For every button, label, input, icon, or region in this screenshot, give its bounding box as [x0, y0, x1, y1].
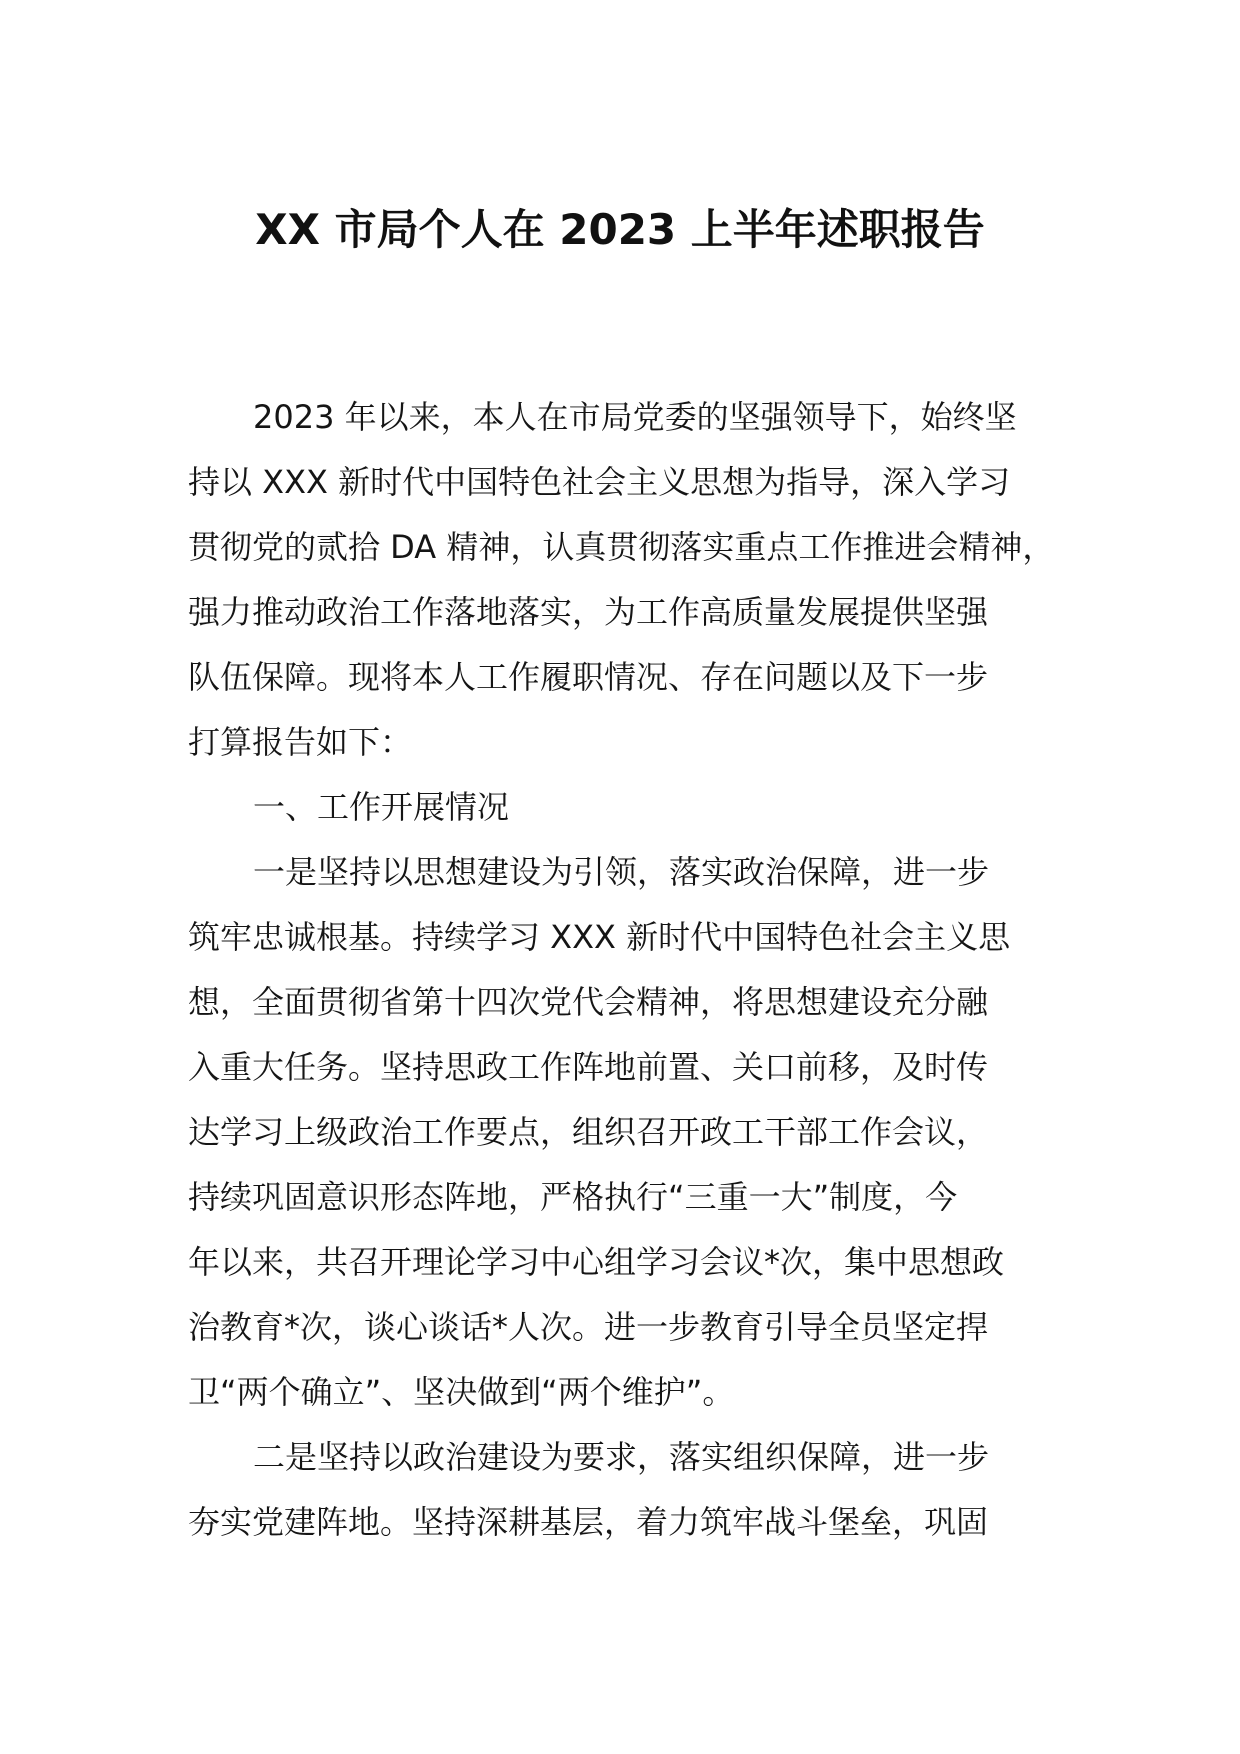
paragraph-line: 二是坚持以政治建设为要求，落实组织保障，进一步 — [253, 1438, 990, 1476]
paragraph-line: 想，全面贯彻省第十四次党代会精神，将思想建设充分融 — [188, 983, 989, 1021]
paragraph-line: 持续巩固意识形态阵地，严格执行“三重一大”制度，今 — [188, 1178, 958, 1216]
document-body — [188, 385, 1093, 1555]
section-heading: 一、工作开展情况 — [253, 788, 510, 826]
paragraph-line: 卫“两个确立”、坚决做到“两个维护”。 — [188, 1373, 735, 1411]
paragraph-line: 持以 XXX 新时代中国特色社会主义思想为指导，深入学习 — [188, 463, 1011, 501]
document-title: XX 市局个人在 2023 上半年述职报告 — [255, 205, 985, 254]
paragraph-line: 入重大任务。坚持思政工作阵地前置、关口前移，及时传 — [188, 1048, 989, 1086]
paragraph-line: 治教育*次，谈心谈话*人次。进一步教育引导全员坚定捍 — [188, 1308, 989, 1346]
paragraph-line: 年以来，共召开理论学习中心组学习会议*次，集中思想政 — [188, 1243, 1005, 1281]
paragraph-line: 夯实党建阵地。坚持深耕基层，着力筑牢战斗堡垒，巩固 — [188, 1503, 989, 1541]
paragraph-line: 筑牢忠诚根基。持续学习 XXX 新时代中国特色社会主义思 — [188, 918, 1011, 956]
paragraph-line: 强力推动政治工作落地落实，为工作高质量发展提供坚强 — [188, 593, 989, 631]
paragraph-line: 贯彻党的贰拾 DA 精神，认真贯彻落实重点工作推进会精神， — [188, 528, 1055, 566]
paragraph-line: 2023 年以来，本人在市局党委的坚强领导下，始终坚 — [253, 398, 1017, 436]
paragraph-line: 队伍保障。现将本人工作履职情况、存在问题以及下一步 — [188, 658, 989, 696]
paragraph-line: 达学习上级政治工作要点，组织召开政工干部工作会议， — [188, 1113, 989, 1151]
paragraph-line: 打算报告如下： — [188, 723, 413, 761]
paragraph-line: 一是坚持以思想建设为引领，落实政治保障，进一步 — [253, 853, 990, 891]
